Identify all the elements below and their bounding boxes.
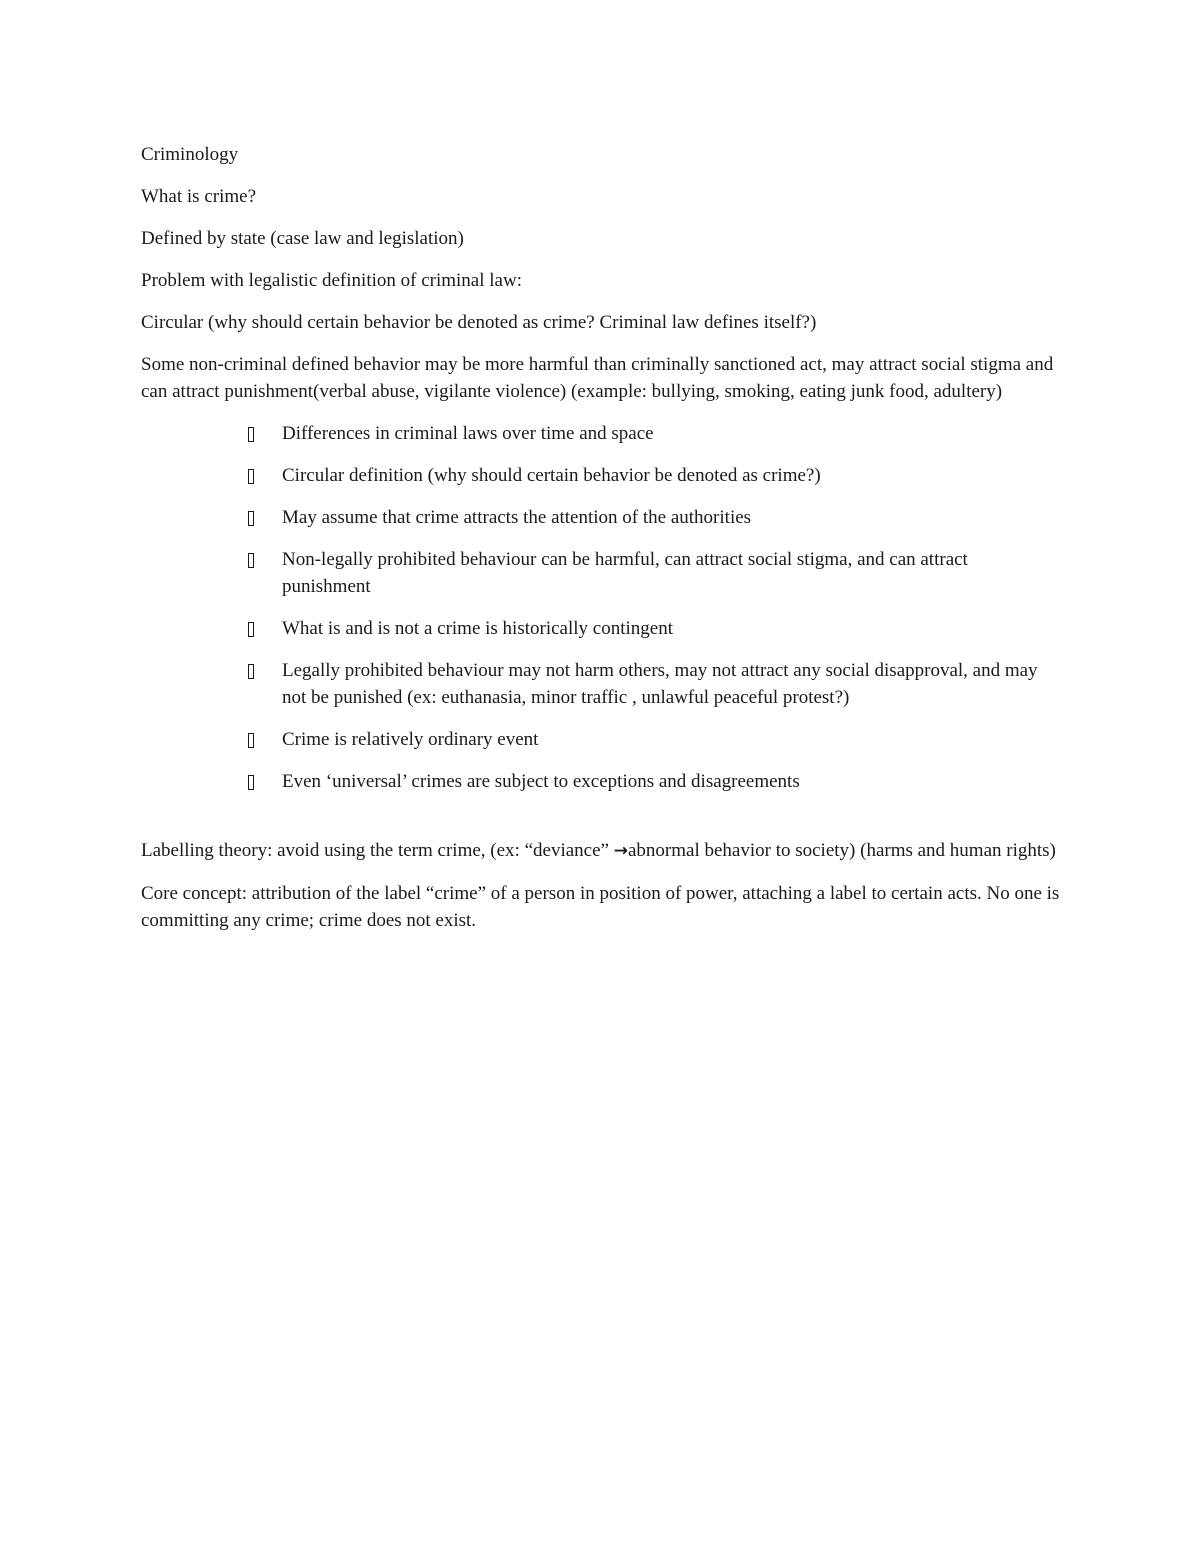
question-what-is-crime: What is crime? <box>141 186 257 207</box>
missing-glyph-bullet-icon <box>246 768 256 795</box>
list-item <box>282 504 1061 531</box>
bullet-text: Legally prohibited behaviour may not harm others, may not attract any social disapproval, and may not be punished (ex: euthanasia, minor traffic , unlawful peaceful protest?) <box>282 660 1038 708</box>
list-item <box>282 462 1061 489</box>
list-item <box>282 726 1061 753</box>
paragraph-core-concept: Core concept: attribution of the label “crime” of a person in position of power, attaching a label to certain acts. No one is committing any crime; crime does not exist. <box>141 883 1060 931</box>
missing-glyph-bullet-icon <box>246 420 256 447</box>
missing-glyph-bullet-icon <box>246 615 256 642</box>
bullet-text: What is and is not a crime is historically contingent <box>282 618 673 639</box>
list-item <box>282 546 1061 600</box>
missing-glyph-bullet-icon <box>246 504 256 531</box>
paragraph-defined-by-state: Defined by state (case law and legislation) <box>141 228 464 249</box>
list-item <box>282 420 1061 447</box>
bullet-text: Differences in criminal laws over time and space <box>282 423 654 444</box>
list-item <box>282 615 1061 642</box>
bullet-text: Circular definition (why should certain behavior be denoted as crime?) <box>282 465 821 486</box>
bullet-text: Crime is relatively ordinary event <box>282 729 539 750</box>
paragraph-labelling-theory <box>141 837 1061 865</box>
labelling-text-end: abnormal behavior to society) (harms and human rights) <box>627 840 1056 861</box>
blank-line <box>141 810 1061 837</box>
list-item <box>282 657 1061 711</box>
paragraph-problem-legalistic: Problem with legalistic definition of criminal law: <box>141 270 522 291</box>
bullet-text: Even ‘universal’ crimes are subject to exceptions and disagreements <box>282 771 800 792</box>
missing-glyph-bullet-icon <box>246 657 256 684</box>
bullet-list <box>141 420 1061 795</box>
paragraph-circular: Circular (why should certain behavior be denoted as crime? Criminal law defines itself?) <box>141 312 817 333</box>
bullet-text: Non-legally prohibited behaviour can be harmful, can attract social stigma, and can attract punishment <box>282 549 968 597</box>
paragraph-non-criminal-behavior: Some non-criminal defined behavior may be more harmful than criminally sanctioned act, may attract social stigma and can attract punishment(verbal abuse, vigilante violence) (example: bullying, smoking, eating junk food, adultery) <box>141 354 1054 402</box>
missing-glyph-bullet-icon <box>246 546 256 573</box>
bullet-text: May assume that crime attracts the attention of the authorities <box>282 507 752 528</box>
missing-glyph-bullet-icon <box>246 462 256 489</box>
list-item <box>282 768 1061 795</box>
labelling-text-start: Labelling theory: avoid using the term crime, (ex: “deviance” <box>141 840 614 861</box>
document-body <box>141 141 1061 949</box>
missing-glyph-bullet-icon <box>246 726 256 753</box>
document-title: Criminology <box>141 144 239 165</box>
right-arrow-icon: → <box>613 841 628 861</box>
